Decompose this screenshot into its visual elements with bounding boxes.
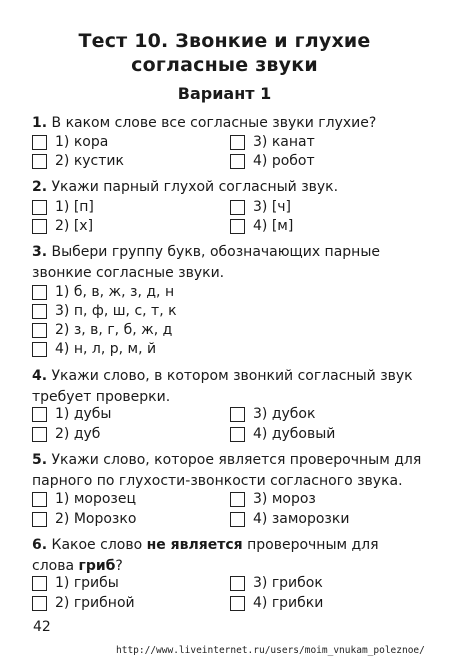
option-q3-1[interactable] [32,283,174,301]
question-1 [32,113,428,134]
answer-checkbox[interactable] [32,512,47,527]
option-q4-4[interactable] [230,425,335,443]
question-text: В каком слове все согласные звуки глухие? [51,115,377,131]
source-url: http://www.liveinternet.ru/users/moim_vnukam_poleznoe/ [116,645,425,656]
question-5 [32,450,428,492]
answer-checkbox[interactable] [230,154,245,169]
question-mark: ? [115,558,123,574]
answer-checkbox[interactable] [32,407,47,422]
question-text: Выбери группу букв, обозначающих парные [51,244,380,260]
answer-checkbox[interactable] [32,342,47,357]
question-6 [32,535,428,577]
question-text: Укажи слово, в котором звонкий согласный звук [51,368,413,384]
answer-checkbox[interactable] [230,219,245,234]
option-label: 3) [ч] [253,199,292,215]
answer-checkbox[interactable] [32,219,47,234]
option-label: 3) дубок [253,406,316,422]
question-line [32,366,428,387]
option-label: 3) мороз [253,491,316,507]
option-label: 2) Морозко [55,511,137,527]
answer-checkbox[interactable] [32,427,47,442]
option-label: 1) морозец [55,491,136,507]
question-number: 5. [32,452,48,468]
answer-checkbox[interactable] [230,427,245,442]
option-label: 1) грибы [55,575,119,591]
option-label: 2) дуб [55,426,101,442]
answer-checkbox[interactable] [230,492,245,507]
answer-checkbox[interactable] [32,492,47,507]
option-label: 4) н, л, р, м, й [55,341,157,357]
option-label: 2) грибной [55,595,135,611]
option-q1-4[interactable] [230,152,315,170]
question-number: 4. [32,368,48,384]
option-q4-2[interactable] [32,425,100,443]
option-label: 2) з, в, г, б, ж, д [55,322,173,338]
page-number: 42 [33,619,51,635]
option-q6-3[interactable] [230,574,323,592]
variant-label: Вариант 1 [177,84,272,103]
option-q5-2[interactable] [32,510,136,528]
option-label: 2) [х] [55,218,94,234]
answer-checkbox[interactable] [230,576,245,591]
option-label: 4) [м] [253,218,294,234]
answer-checkbox[interactable] [230,200,245,215]
emphasis-word: гриб [78,558,116,574]
option-q6-1[interactable] [32,574,119,592]
answer-checkbox[interactable] [230,512,245,527]
option-q1-2[interactable] [32,152,124,170]
option-q5-3[interactable] [230,490,316,508]
question-line: парного по глухости-звонкости согласного звука. [32,473,403,489]
answer-checkbox[interactable] [230,596,245,611]
test-title-line1: Тест 10. Звонкие и глухие [78,30,371,52]
answer-checkbox[interactable] [32,323,47,338]
question-line: требует проверки. [32,389,171,405]
question-3 [32,242,428,284]
option-q4-3[interactable] [230,405,315,423]
option-q1-1[interactable] [32,133,108,151]
question-text: Укажи слово, которое является проверочным для [51,452,422,468]
option-q2-3[interactable] [230,198,291,216]
option-q2-2[interactable] [32,217,93,235]
question-text: слова [32,558,75,574]
option-label: 1) б, в, ж, з, д, н [55,284,175,300]
option-label: 1) [п] [55,199,94,215]
answer-checkbox[interactable] [230,135,245,150]
test-title-line2: согласные звуки [131,54,318,76]
answer-checkbox[interactable] [32,285,47,300]
option-q6-4[interactable] [230,594,323,612]
answer-checkbox[interactable] [32,200,47,215]
option-label: 1) дубы [55,406,112,422]
option-q6-2[interactable] [32,594,135,612]
question-line [32,242,428,263]
question-number: 6. [32,537,48,553]
question-line [32,450,428,471]
question-number: 2. [32,179,48,195]
option-label: 4) робот [253,153,315,169]
option-label: 1) кора [55,134,109,150]
question-4 [32,366,428,408]
answer-checkbox[interactable] [230,407,245,422]
option-q3-3[interactable] [32,302,177,320]
option-q3-4[interactable] [32,340,156,358]
question-number: 3. [32,244,48,260]
option-label: 3) грибок [253,575,323,591]
option-label: 3) канат [253,134,315,150]
option-q2-4[interactable] [230,217,293,235]
answer-checkbox[interactable] [32,135,47,150]
option-label: 2) кустик [55,153,124,169]
question-text: Какое слово [51,537,143,553]
option-q3-2[interactable] [32,321,172,339]
question-2 [32,177,428,198]
emphasis-text: не является [146,537,243,553]
option-q2-1[interactable] [32,198,94,216]
answer-checkbox[interactable] [32,304,47,319]
option-label: 4) грибки [253,595,324,611]
question-line [32,535,428,556]
option-label: 3) п, ф, ш, с, т, к [55,303,177,319]
question-text: Укажи парный глухой согласный звук. [51,179,339,195]
option-q5-4[interactable] [230,510,349,528]
answer-checkbox[interactable] [32,154,47,169]
option-q4-1[interactable] [32,405,111,423]
option-label: 4) дубовый [253,426,336,442]
option-q5-1[interactable] [32,490,136,508]
option-q1-3[interactable] [230,133,315,151]
question-number: 1. [32,115,48,131]
question-text: проверочным для [247,537,379,553]
question-line: звонкие согласные звуки. [32,265,225,281]
answer-checkbox[interactable] [32,576,47,591]
answer-checkbox[interactable] [32,596,47,611]
option-label: 4) заморозки [253,511,350,527]
